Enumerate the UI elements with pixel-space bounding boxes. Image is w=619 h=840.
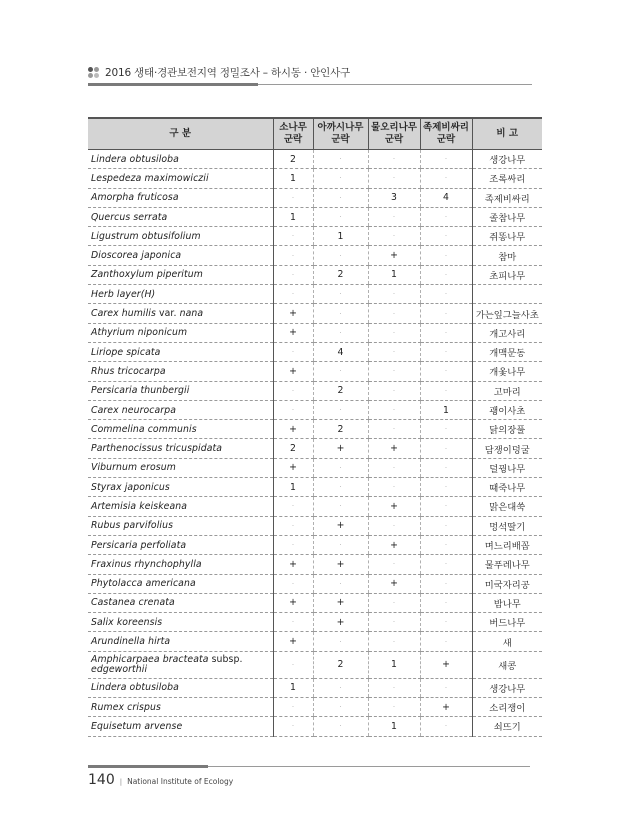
coverage-cell: +: [273, 323, 313, 342]
table-row: [88, 516, 542, 535]
species-name: [88, 207, 273, 226]
coverage-cell: 1: [273, 169, 313, 188]
coverage-cell: ·: [420, 381, 472, 400]
table-row: [88, 362, 542, 381]
coverage-cell: ·: [273, 285, 313, 304]
species-name: [88, 227, 273, 246]
korean-name: 생강나무: [472, 150, 542, 169]
coverage-cell: ·: [420, 342, 472, 361]
coverage-cell: ·: [313, 458, 368, 477]
coverage-cell: 1: [368, 717, 420, 736]
species-binomial: Arundinella hirta: [91, 636, 171, 648]
korean-name: 미국자리공: [472, 574, 542, 593]
species-binomial: Salix koreensis: [91, 616, 163, 628]
species-name: [88, 535, 273, 554]
coverage-cell: ·: [420, 555, 472, 574]
korean-name: 쇠뜨기: [472, 717, 542, 736]
species-rank: subsp.: [211, 654, 243, 666]
coverage-cell: ·: [368, 285, 420, 304]
species-binomial: Carex neurocarpa: [91, 404, 177, 416]
coverage-cell: ·: [273, 516, 313, 535]
coverage-cell: ·: [273, 227, 313, 246]
korean-name: 개고사리: [472, 323, 542, 342]
coverage-cell: +: [273, 362, 313, 381]
korean-name: 졸참나무: [472, 207, 542, 226]
coverage-cell: ·: [420, 323, 472, 342]
coverage-cell: ·: [420, 632, 472, 651]
coverage-cell: ·: [368, 207, 420, 226]
species-binomial: Castanea crenata: [91, 597, 175, 609]
table-row: [88, 150, 542, 169]
species-name: [88, 555, 273, 574]
coverage-cell: ·: [420, 285, 472, 304]
footer-separator: |: [119, 778, 123, 786]
coverage-cell: 4: [313, 342, 368, 361]
coverage-cell: ·: [273, 246, 313, 265]
col-header-remarks: [472, 118, 542, 150]
header-label: 비 고: [496, 128, 519, 139]
coverage-cell: ·: [368, 613, 420, 632]
korean-name: 덜꿩나무: [472, 458, 542, 477]
coverage-cell: +: [273, 632, 313, 651]
species-name: [88, 400, 273, 419]
species-name: [88, 574, 273, 593]
species-binomial: Equisetum arvense: [91, 720, 183, 732]
coverage-cell: 2: [313, 420, 368, 439]
korean-name: 새: [472, 632, 542, 651]
coverage-cell: ·: [420, 265, 472, 284]
species-name: [88, 323, 273, 342]
species-binomial: Athyrium niponicum: [91, 327, 188, 339]
korean-name: 밤나무: [472, 593, 542, 612]
table-row: [88, 246, 542, 265]
korean-name: 초피나무: [472, 265, 542, 284]
coverage-cell: ·: [368, 632, 420, 651]
coverage-cell: ·: [420, 304, 472, 323]
coverage-cell: 1: [368, 265, 420, 284]
header-sublabel: 군락: [283, 134, 303, 145]
species-binomial: Amphicarpaea bracteata: [91, 654, 209, 666]
coverage-cell: ·: [420, 593, 472, 612]
coverage-cell: ·: [313, 678, 368, 697]
coverage-cell: ·: [313, 188, 368, 207]
table-row: [88, 458, 542, 477]
species-binomial: Lindera obtusiloba: [91, 153, 179, 165]
species-table: [88, 117, 542, 737]
species-name: [88, 497, 273, 516]
coverage-cell: ·: [420, 207, 472, 226]
coverage-cell: ·: [313, 169, 368, 188]
coverage-cell: ·: [313, 497, 368, 516]
coverage-cell: ·: [273, 497, 313, 516]
coverage-cell: +: [368, 497, 420, 516]
table-row: [88, 555, 542, 574]
coverage-cell: ·: [368, 400, 420, 419]
coverage-cell: 2: [313, 265, 368, 284]
coverage-cell: ·: [313, 150, 368, 169]
korean-name: 개맥문동: [472, 342, 542, 361]
species-name: [88, 516, 273, 535]
species-binomial: Artemisia keiskeana: [91, 500, 188, 512]
korean-name: 소리쟁이: [472, 698, 542, 717]
coverage-cell: 2: [273, 150, 313, 169]
coverage-cell: +: [420, 698, 472, 717]
species-name: [88, 439, 273, 458]
dot: [88, 73, 93, 78]
korean-name: 괭이사초: [472, 400, 542, 419]
species-binomial: Liriope spicata: [91, 346, 161, 358]
header-label: 구 분: [169, 128, 192, 139]
species-binomial: Rhus tricocarpa: [91, 365, 166, 377]
coverage-cell: ·: [420, 227, 472, 246]
coverage-cell: +: [313, 516, 368, 535]
table-row: [88, 381, 542, 400]
coverage-cell: ·: [273, 188, 313, 207]
species-name: [88, 458, 273, 477]
korean-name: 때죽나무: [472, 478, 542, 497]
korean-name: 맑은대쑥: [472, 497, 542, 516]
species-name: [88, 651, 273, 678]
col-header-pine: [273, 118, 313, 150]
coverage-cell: ·: [368, 516, 420, 535]
coverage-cell: 1: [368, 651, 420, 678]
species-name: [88, 420, 273, 439]
coverage-cell: ·: [420, 613, 472, 632]
coverage-cell: ·: [313, 574, 368, 593]
korean-name: 개옻나무: [472, 362, 542, 381]
table-row: [88, 400, 542, 419]
coverage-cell: ·: [313, 698, 368, 717]
header-label: 족제비싸리: [423, 122, 469, 133]
coverage-cell: +: [273, 555, 313, 574]
table-row: [88, 535, 542, 554]
table-row: [88, 285, 542, 304]
korean-name: 생강나무: [472, 678, 542, 697]
species-binomial: Ligustrum obtusifolium: [91, 230, 201, 242]
header-title: 2016 생태·경관보전지역 정밀조사 – 하시동 · 안인사구: [105, 66, 350, 79]
species-binomial: Zanthoxylum piperitum: [91, 269, 203, 281]
col-header-category: [88, 118, 273, 150]
coverage-cell: ·: [420, 574, 472, 593]
coverage-cell: +: [368, 246, 420, 265]
species-binomial: Commelina communis: [91, 423, 197, 435]
coverage-cell: +: [420, 651, 472, 678]
species-name: [88, 285, 273, 304]
table-row: [88, 678, 542, 697]
header-sublabel: 군락: [436, 134, 456, 145]
species-binomial: Lespedeza maximowiczii: [91, 172, 209, 184]
coverage-cell: ·: [273, 381, 313, 400]
header-sublabel: 군락: [384, 134, 404, 145]
running-header: [88, 64, 350, 80]
table-body: [88, 150, 542, 737]
species-name: [88, 698, 273, 717]
coverage-cell: ·: [420, 717, 472, 736]
table-row: [88, 342, 542, 361]
coverage-cell: ·: [273, 698, 313, 717]
species-binomial: Carex humilis: [91, 308, 156, 320]
coverage-cell: ·: [420, 150, 472, 169]
korean-name: 멍석딸기: [472, 516, 542, 535]
header-label: 소나무: [279, 122, 307, 133]
korean-name: 물푸레나무: [472, 555, 542, 574]
table-row: [88, 227, 542, 246]
table-row: [88, 169, 542, 188]
coverage-cell: +: [368, 439, 420, 458]
coverage-cell: ·: [313, 207, 368, 226]
species-binomial: Quercus serrata: [91, 211, 168, 223]
korean-name: 족제비싸리: [472, 188, 542, 207]
species-name: [88, 362, 273, 381]
species-name: [88, 593, 273, 612]
korean-name: 고마리: [472, 381, 542, 400]
coverage-cell: ·: [420, 246, 472, 265]
species-name: [88, 717, 273, 736]
coverage-cell: +: [273, 593, 313, 612]
coverage-cell: ·: [420, 439, 472, 458]
coverage-cell: ·: [273, 613, 313, 632]
species-name: [88, 265, 273, 284]
coverage-cell: +: [273, 304, 313, 323]
species-binomial: Rumex crispus: [91, 701, 161, 713]
dot: [88, 67, 93, 72]
coverage-cell: ·: [368, 478, 420, 497]
table-row: [88, 651, 542, 678]
coverage-cell: ·: [273, 535, 313, 554]
footer-rule-thick: [88, 765, 208, 768]
coverage-cell: 1: [273, 478, 313, 497]
coverage-cell: +: [273, 458, 313, 477]
species-name: [88, 632, 273, 651]
coverage-cell: ·: [313, 717, 368, 736]
species-name: [88, 150, 273, 169]
header-label: 아까시나무: [317, 122, 364, 133]
coverage-cell: ·: [368, 169, 420, 188]
table-row: [88, 207, 542, 226]
species-name: [88, 381, 273, 400]
table-row: [88, 574, 542, 593]
species-binomial: Herb layer(H): [91, 288, 156, 300]
coverage-cell: ·: [273, 717, 313, 736]
coverage-cell: ·: [368, 150, 420, 169]
table-row: [88, 265, 542, 284]
coverage-cell: 1: [273, 207, 313, 226]
coverage-cell: ·: [368, 304, 420, 323]
dot: [94, 73, 99, 78]
coverage-cell: ·: [313, 323, 368, 342]
coverage-cell: ·: [313, 304, 368, 323]
col-header-black-locust: [313, 118, 368, 150]
species-rank: var.: [158, 308, 177, 320]
coverage-cell: 2: [313, 651, 368, 678]
korean-name: 가는잎그늘사초: [472, 304, 542, 323]
species-binomial: Viburnum erosum: [91, 462, 176, 474]
korean-name: 조록싸리: [472, 169, 542, 188]
coverage-cell: +: [313, 439, 368, 458]
coverage-cell: 3: [368, 188, 420, 207]
page-footer: [88, 772, 233, 788]
table-header-row: [88, 118, 542, 150]
table-row: [88, 188, 542, 207]
table-row: [88, 497, 542, 516]
korean-name: 참마: [472, 246, 542, 265]
coverage-cell: +: [313, 555, 368, 574]
coverage-cell: ·: [313, 246, 368, 265]
coverage-cell: ·: [420, 362, 472, 381]
coverage-cell: ·: [420, 458, 472, 477]
coverage-cell: 4: [420, 188, 472, 207]
coverage-cell: ·: [313, 400, 368, 419]
coverage-cell: ·: [368, 362, 420, 381]
coverage-cell: ·: [368, 323, 420, 342]
coverage-cell: ·: [420, 535, 472, 554]
coverage-cell: ·: [420, 420, 472, 439]
page-number: 140: [88, 772, 115, 788]
table-row: [88, 613, 542, 632]
species-binomial: Persicaria perfoliata: [91, 539, 187, 551]
coverage-cell: 2: [273, 439, 313, 458]
species-name: [88, 678, 273, 697]
dot: [94, 67, 99, 72]
coverage-cell: ·: [313, 632, 368, 651]
species-name: [88, 613, 273, 632]
table-row: [88, 439, 542, 458]
species-infraspecific: edgeworthii: [91, 663, 148, 675]
coverage-cell: ·: [420, 478, 472, 497]
korean-name: 담쟁이덩굴: [472, 439, 542, 458]
species-binomial: Fraxinus rhynchophylla: [91, 558, 202, 570]
coverage-cell: +: [313, 593, 368, 612]
col-header-false-indigo: [420, 118, 472, 150]
table-row: [88, 632, 542, 651]
coverage-cell: ·: [313, 478, 368, 497]
coverage-cell: ·: [273, 400, 313, 419]
species-name: [88, 246, 273, 265]
table-row: [88, 698, 542, 717]
table-row: [88, 420, 542, 439]
header-label: 물오리나무: [371, 122, 417, 133]
coverage-cell: ·: [368, 555, 420, 574]
coverage-cell: 1: [420, 400, 472, 419]
header-rule-thin: [258, 84, 532, 85]
korean-name: 새콩: [472, 651, 542, 678]
coverage-cell: ·: [368, 227, 420, 246]
coverage-cell: ·: [313, 535, 368, 554]
coverage-cell: 2: [313, 381, 368, 400]
species-binomial: Amorpha fruticosa: [91, 192, 179, 204]
table-row: [88, 478, 542, 497]
coverage-cell: ·: [368, 420, 420, 439]
species-binomial: Parthenocissus tricuspidata: [91, 443, 223, 455]
coverage-cell: ·: [273, 574, 313, 593]
species-name: [88, 478, 273, 497]
species-name: [88, 342, 273, 361]
footer-rule-thin: [208, 766, 530, 767]
coverage-cell: ·: [368, 342, 420, 361]
coverage-cell: ·: [313, 285, 368, 304]
species-binomial: Lindera obtusiloba: [91, 682, 179, 694]
coverage-cell: +: [273, 420, 313, 439]
coverage-cell: 1: [273, 678, 313, 697]
coverage-cell: +: [368, 574, 420, 593]
table-row: [88, 304, 542, 323]
coverage-cell: ·: [368, 678, 420, 697]
table-row: [88, 593, 542, 612]
table-row: [88, 717, 542, 736]
coverage-cell: ·: [420, 678, 472, 697]
species-binomial: Phytolacca americana: [91, 578, 196, 590]
coverage-cell: ·: [420, 169, 472, 188]
header-dots-icon: [88, 67, 99, 78]
organization-name: National Institute of Ecology: [127, 777, 234, 786]
korean-name: [472, 285, 542, 304]
species-name: [88, 188, 273, 207]
species-binomial: Styrax japonicus: [91, 481, 170, 493]
coverage-cell: +: [313, 613, 368, 632]
korean-name: 쥐똥나무: [472, 227, 542, 246]
species-infraspecific: nana: [179, 308, 204, 320]
header-rule-thick: [88, 83, 258, 86]
coverage-cell: ·: [273, 342, 313, 361]
coverage-cell: ·: [420, 497, 472, 516]
coverage-cell: +: [368, 535, 420, 554]
species-name: [88, 169, 273, 188]
coverage-cell: ·: [273, 651, 313, 678]
coverage-cell: ·: [368, 593, 420, 612]
coverage-cell: ·: [368, 381, 420, 400]
coverage-cell: ·: [273, 265, 313, 284]
korean-name: 닭의장풀: [472, 420, 542, 439]
coverage-cell: ·: [368, 698, 420, 717]
coverage-cell: 1: [313, 227, 368, 246]
table-row: [88, 323, 542, 342]
coverage-cell: ·: [420, 516, 472, 535]
coverage-cell: ·: [368, 458, 420, 477]
korean-name: 며느리배꼽: [472, 535, 542, 554]
header-sublabel: 군락: [331, 134, 350, 145]
species-binomial: Persicaria thunbergii: [91, 385, 190, 397]
species-name: [88, 304, 273, 323]
col-header-alder: [368, 118, 420, 150]
coverage-cell: ·: [313, 362, 368, 381]
species-binomial: Dioscorea japonica: [91, 250, 182, 262]
species-binomial: Rubus parvifolius: [91, 520, 174, 532]
korean-name: 버드나무: [472, 613, 542, 632]
